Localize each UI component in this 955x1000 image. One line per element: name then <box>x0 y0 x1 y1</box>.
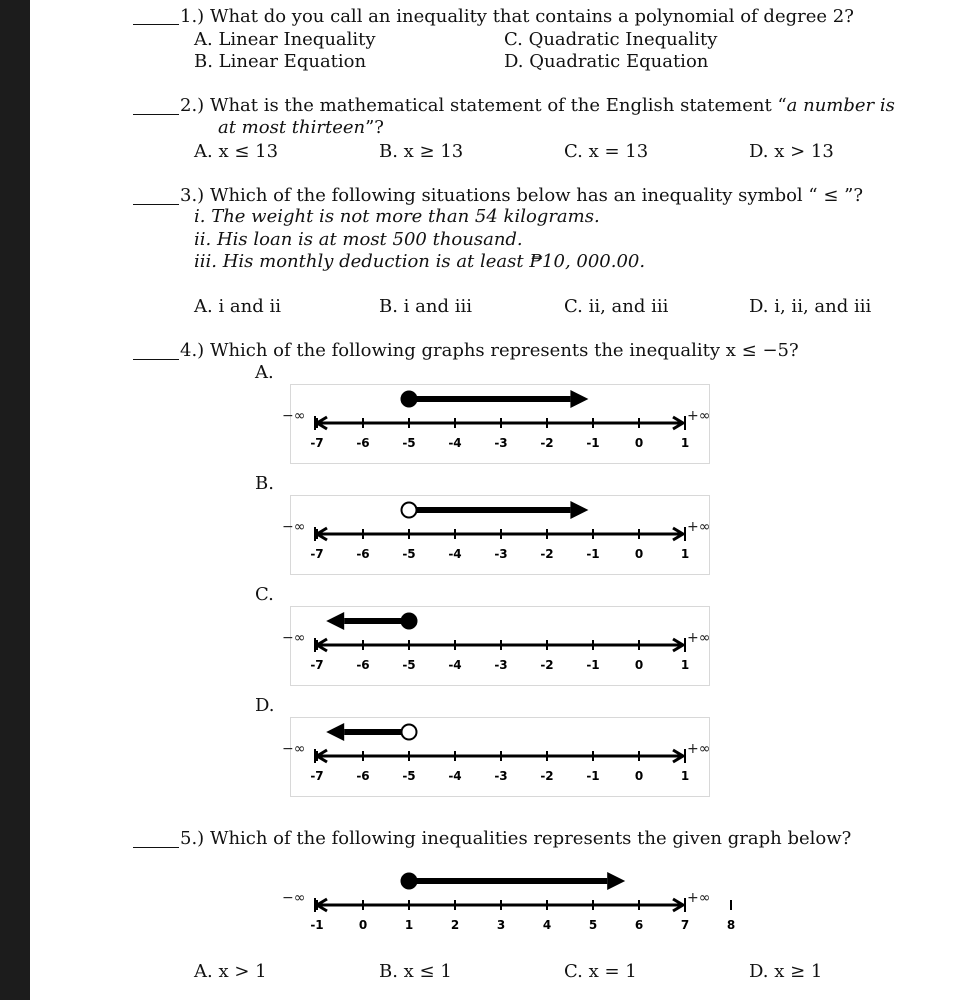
tick-label: 0 <box>634 436 644 450</box>
q3-situation-iii: iii. His monthly deduction is at least ₱10, 000.00. <box>194 251 646 272</box>
tick-label: -3 <box>494 436 508 450</box>
tick-label: -5 <box>402 769 416 783</box>
tick-label: 6 <box>634 918 644 932</box>
neg-infinity-label: −∞ <box>282 741 306 757</box>
neg-infinity-label: −∞ <box>282 630 306 646</box>
q5-choice-d: D. x ≥ 1 <box>749 961 823 982</box>
tick-label: -6 <box>356 547 370 561</box>
q2-choice-c: C. x = 13 <box>564 141 649 162</box>
tick-label: 1 <box>404 918 414 932</box>
q1-choice-b: B. Linear Equation <box>194 51 367 72</box>
q5-choice-c: C. x = 1 <box>564 961 637 982</box>
pos-infinity-label: +∞ <box>687 519 711 535</box>
tick-label: -6 <box>356 769 370 783</box>
question-4 <box>180 340 799 362</box>
tick-label: -2 <box>540 547 554 561</box>
question-1-number: 1.) <box>180 6 205 27</box>
pos-infinity-label: +∞ <box>687 741 711 757</box>
q5-choice-a: A. x > 1 <box>194 961 267 982</box>
neg-infinity-label: −∞ <box>282 519 306 535</box>
tick-label: 1 <box>680 436 690 450</box>
tick-label: 0 <box>358 918 368 932</box>
tick-label: 4 <box>542 918 552 932</box>
tick-label: -5 <box>402 436 416 450</box>
tick-label: 1 <box>680 547 690 561</box>
graph-label-a: A. <box>255 362 274 383</box>
neg-infinity-label: −∞ <box>282 890 306 906</box>
q1-choice-d: D. Quadratic Equation <box>504 51 709 72</box>
question-3 <box>180 185 863 207</box>
number-line-svg <box>282 607 711 685</box>
question-2-text: What is the mathematical statement of the English statement “ <box>209 95 787 116</box>
tick-label: 3 <box>496 918 506 932</box>
tick-label: 8 <box>726 918 736 932</box>
q3-choice-c: C. ii, and iii <box>564 296 669 317</box>
tick-label: -7 <box>310 436 324 450</box>
solution-ray-arrowhead <box>326 612 344 630</box>
tick-label: -4 <box>448 769 462 783</box>
tick-label: -2 <box>540 436 554 450</box>
tick-label: 1 <box>680 769 690 783</box>
closed-endpoint <box>402 392 417 407</box>
answer-blank-4[interactable] <box>133 359 179 360</box>
number-line-graph-q5 <box>282 866 736 946</box>
tick-label: -3 <box>494 658 508 672</box>
pos-infinity-label: +∞ <box>687 408 711 424</box>
tick-label: -5 <box>402 658 416 672</box>
solution-ray-arrowhead <box>607 872 625 890</box>
q2-choice-a: A. x ≤ 13 <box>194 141 279 162</box>
number-line-graph-b[interactable] <box>282 495 711 575</box>
neg-infinity-label: −∞ <box>282 408 306 424</box>
tick-label: 1 <box>680 658 690 672</box>
tick-label: -3 <box>494 547 508 561</box>
number-line-svg <box>282 867 736 945</box>
tick-label: -4 <box>448 547 462 561</box>
question-2-number: 2.) <box>180 95 205 116</box>
question-4-number: 4.) <box>180 340 205 361</box>
answer-blank-2[interactable] <box>133 114 179 115</box>
question-2-italic-1: a number is <box>786 95 895 116</box>
q3-situation-ii: ii. His loan is at most 500 thousand. <box>194 229 523 250</box>
tick-label: 5 <box>588 918 598 932</box>
tick-label: 7 <box>680 918 690 932</box>
question-5 <box>180 828 851 850</box>
q3-choice-b: B. i and iii <box>379 296 472 317</box>
q1-choice-a: A. Linear Inequality <box>194 29 376 50</box>
closed-endpoint <box>402 614 417 629</box>
closed-endpoint <box>402 874 417 889</box>
tick-label: 0 <box>634 769 644 783</box>
question-2-text-after: ”? <box>365 117 384 138</box>
open-endpoint <box>402 725 417 740</box>
number-line-graph-a[interactable] <box>282 384 711 464</box>
tick-label: -4 <box>448 436 462 450</box>
tick-label: -7 <box>310 547 324 561</box>
tick-label: -5 <box>402 547 416 561</box>
q2-choice-d: D. x > 13 <box>749 141 834 162</box>
tick-label: -7 <box>310 769 324 783</box>
number-line-graph-d[interactable] <box>282 717 711 797</box>
tick-label: -2 <box>540 658 554 672</box>
q2-choice-b: B. x ≥ 13 <box>379 141 464 162</box>
tick-label: 0 <box>634 547 644 561</box>
question-2 <box>180 95 895 117</box>
number-line-svg <box>282 385 711 463</box>
q3-choice-d: D. i, ii, and iii <box>749 296 872 317</box>
question-5-number: 5.) <box>180 828 205 849</box>
tick-label: -1 <box>586 436 600 450</box>
q1-choice-c: C. Quadratic Inequality <box>504 29 718 50</box>
answer-blank-3[interactable] <box>133 204 179 205</box>
number-line-svg <box>282 496 711 574</box>
number-line-graph-c[interactable] <box>282 606 711 686</box>
question-5-text: Which of the following inequalities represents the given graph below? <box>209 828 852 849</box>
tick-label: -1 <box>586 547 600 561</box>
question-1-text: What do you call an inequality that contains a polynomial of degree 2? <box>209 6 854 27</box>
solution-ray-arrowhead <box>570 501 588 519</box>
answer-blank-5[interactable] <box>133 847 179 848</box>
graph-label-d: D. <box>255 695 275 716</box>
left-dark-border <box>0 0 30 1000</box>
question-1 <box>180 6 854 28</box>
tick-label: -6 <box>356 436 370 450</box>
solution-ray-arrowhead <box>570 390 588 408</box>
pos-infinity-label: +∞ <box>687 630 711 646</box>
tick-label: -3 <box>494 769 508 783</box>
tick-label: -4 <box>448 658 462 672</box>
tick-label: -6 <box>356 658 370 672</box>
question-2-line-2 <box>218 117 384 139</box>
number-line-svg <box>282 718 711 796</box>
question-2-italic-2: at most thirteen <box>218 117 366 138</box>
question-3-number: 3.) <box>180 185 205 206</box>
tick-label: -1 <box>310 918 324 932</box>
tick-label: -7 <box>310 658 324 672</box>
question-3-text: Which of the following situations below has an inequality symbol “ ≤ ”? <box>209 185 863 206</box>
solution-ray-arrowhead <box>326 723 344 741</box>
q3-situation-i: i. The weight is not more than 54 kilograms. <box>194 206 600 227</box>
q5-choice-b: B. x ≤ 1 <box>379 961 452 982</box>
tick-label: -1 <box>586 658 600 672</box>
tick-label: 0 <box>634 658 644 672</box>
tick-label: 2 <box>450 918 460 932</box>
answer-blank-1[interactable] <box>133 24 179 25</box>
pos-infinity-label: +∞ <box>687 890 711 906</box>
tick-label: -2 <box>540 769 554 783</box>
tick-label: -1 <box>586 769 600 783</box>
graph-label-b: B. <box>255 473 274 494</box>
open-endpoint <box>402 503 417 518</box>
question-4-text: Which of the following graphs represents the inequality x ≤ −5? <box>209 340 799 361</box>
q3-choice-a: A. i and ii <box>194 296 282 317</box>
graph-label-c: C. <box>255 584 274 605</box>
